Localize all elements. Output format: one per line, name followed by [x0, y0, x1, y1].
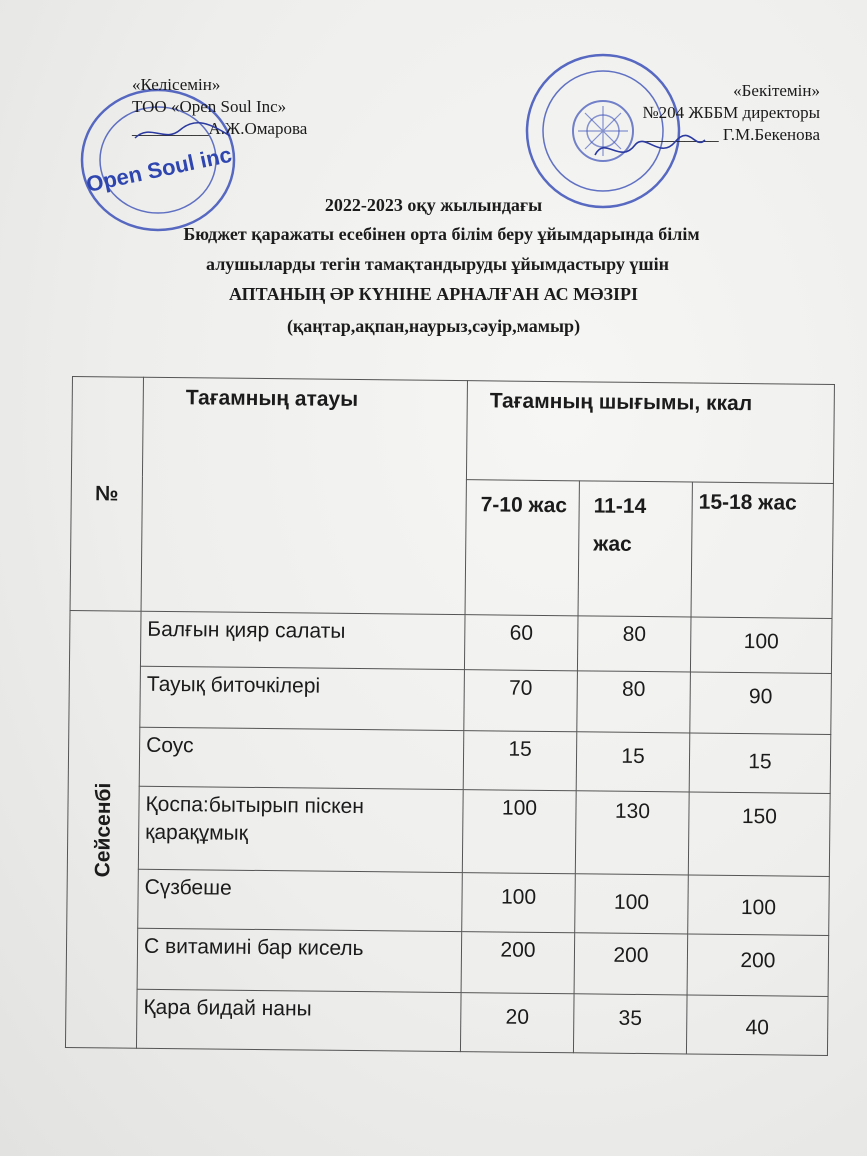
approval-left-line1: «Келісемін» [132, 75, 221, 94]
dish-name-text: Сүзбеше [144, 875, 232, 900]
kcal-value: 70 [508, 676, 533, 700]
menu-row [68, 726, 831, 793]
kcal-11-14 [575, 874, 689, 934]
kcal-11-14 [574, 933, 688, 995]
dish-name-text: Соус [146, 733, 194, 758]
col-number-header [70, 377, 143, 612]
kcal-value: 60 [509, 621, 534, 645]
approval-right-line2: №204 ЖББМ директоры [642, 103, 820, 122]
kcal-7-10 [464, 615, 578, 671]
day-label: Сейсенбі [90, 781, 115, 877]
kcal-value: 20 [505, 1005, 530, 1029]
approval-right-line1: «Бекітемін» [733, 81, 820, 100]
kcal-value: 15 [621, 744, 645, 769]
col-yield-header [466, 381, 834, 484]
kcal-11-14 [577, 616, 691, 672]
day-label-cell [65, 610, 141, 1048]
menu-row [69, 610, 832, 673]
kcal-value: 100 [501, 796, 538, 820]
kcal-11-14 [575, 791, 689, 875]
dish-name-text: С витамині бар кисель [143, 934, 364, 961]
age-11-14-header [578, 481, 692, 617]
dish-name [136, 989, 461, 1051]
dish-name-text: Тауық биточкілері [146, 672, 321, 698]
menu-row [66, 927, 829, 996]
dish-name-text: Балғын қияр салаты [147, 617, 346, 643]
kcal-value: 80 [622, 622, 647, 647]
menu-table [65, 376, 835, 1056]
kcal-value: 100 [613, 890, 650, 915]
kcal-15-18 [686, 995, 828, 1055]
left-signature [130, 118, 240, 148]
dish-name [138, 869, 463, 931]
kcal-value: 15 [748, 750, 772, 774]
kcal-value: 200 [613, 943, 649, 968]
age-7-10-label: 7-10 жас [480, 493, 568, 518]
dish-name [138, 786, 463, 872]
age-15-18-label: 15-18 жас [698, 490, 797, 515]
col-yield-label: Тағамның шығымы, ккал [489, 389, 753, 416]
header-row [71, 377, 834, 484]
title-line4: АПТАНЫҢ ӘР КҮНІНЕ АРНАЛҒАН АС МӘЗІРІ [229, 284, 638, 304]
col-number-label: № [94, 481, 119, 505]
kcal-15-18 [687, 934, 829, 996]
col-name-header [141, 377, 467, 614]
kcal-value: 80 [621, 677, 646, 702]
approval-left-line3: _________А.Ж.Омарова [132, 119, 308, 138]
title-line2: Бюджет қаражаты есебінен орта білім беру ұйымдарында білім [183, 224, 700, 244]
left-stamp-center-text: Open Soul inc [83, 141, 234, 198]
dish-name [139, 727, 464, 789]
kcal-7-10 [462, 790, 576, 874]
kcal-value: 200 [740, 949, 776, 973]
approval-right-line3: _________ Г.М.Бекенова [642, 125, 820, 144]
kcal-value: 130 [614, 799, 651, 824]
kcal-value: 200 [500, 938, 536, 962]
right-signature [590, 130, 710, 170]
kcal-7-10 [462, 873, 576, 933]
kcal-15-18 [689, 733, 831, 793]
menu-row [69, 665, 832, 734]
age-7-10-header [465, 480, 579, 616]
title-line1: 2022-2023 оқу жылындағы [324, 195, 543, 215]
title-line3: алушыларды тегін тамақтандыруды ұйымдастыру үшін [206, 254, 669, 274]
kcal-value: 15 [508, 737, 532, 761]
kcal-value: 35 [618, 1006, 643, 1031]
kcal-7-10 [461, 932, 575, 994]
kcal-11-14 [577, 671, 691, 733]
menu-row [67, 785, 830, 876]
menu-row [65, 988, 828, 1055]
kcal-value: 100 [740, 896, 777, 920]
kcal-15-18 [690, 617, 832, 673]
dish-name-text: Қоспа:бытырып піскен қарақұмық [145, 792, 364, 845]
kcal-15-18 [688, 792, 830, 876]
title-line5: (қаңтар,ақпан,наурыз,сәуір,мамыр) [286, 316, 581, 336]
kcal-value: 40 [745, 1016, 770, 1040]
dish-name [140, 611, 465, 669]
age-15-18-header [691, 482, 833, 618]
menu-row [67, 868, 830, 935]
kcal-value: 150 [741, 805, 778, 829]
kcal-11-14 [573, 994, 687, 1054]
dish-name-text: Қара бидай наны [143, 995, 312, 1021]
dish-name [140, 666, 465, 730]
kcal-7-10 [460, 993, 574, 1053]
kcal-value: 100 [500, 885, 537, 909]
age-11-14-label: 11-14 жас [593, 494, 647, 556]
dish-name [137, 928, 462, 992]
col-name-label: Тағамның атауы [185, 386, 359, 411]
kcal-15-18 [688, 875, 830, 935]
kcal-11-14 [576, 732, 690, 792]
kcal-value: 100 [743, 630, 779, 654]
approval-left-line2: ТОО «Open Soul Inc» [132, 97, 287, 116]
kcal-value: 90 [748, 685, 773, 709]
kcal-15-18 [690, 672, 832, 734]
kcal-7-10 [463, 731, 577, 791]
kcal-7-10 [464, 670, 578, 732]
